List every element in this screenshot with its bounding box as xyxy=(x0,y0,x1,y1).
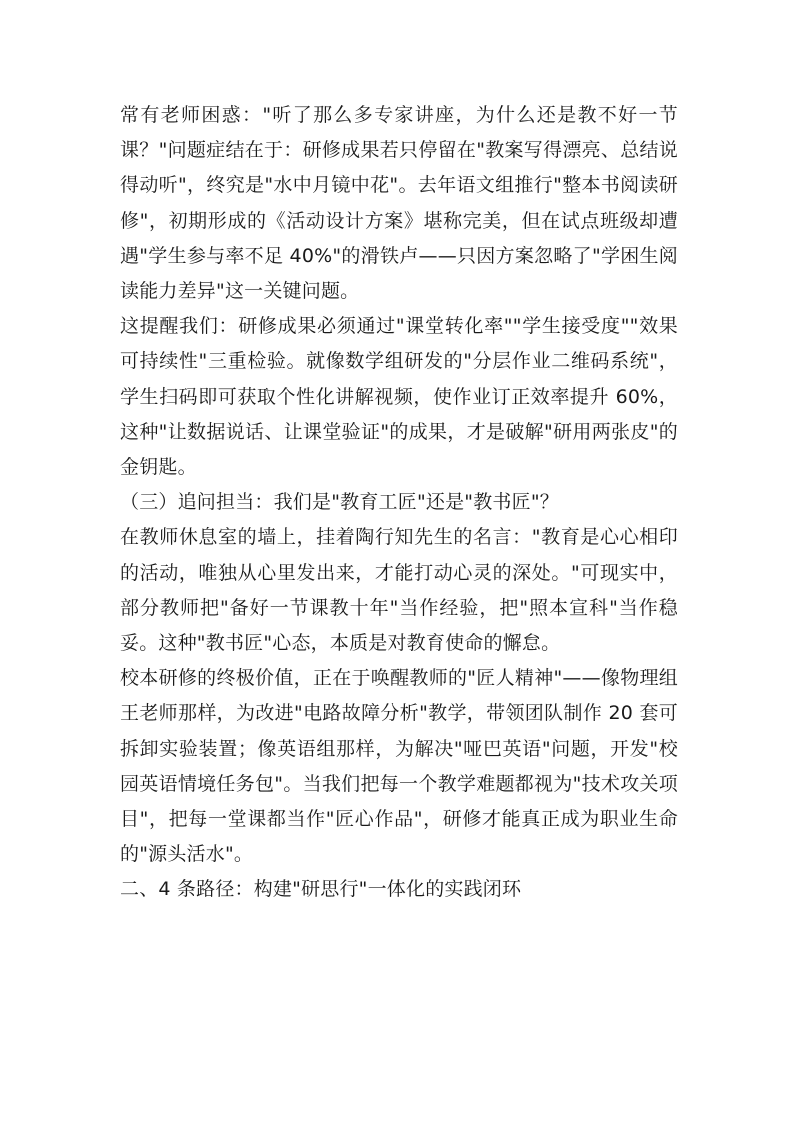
paragraph-tao-xingzhi-quote: 在教师休息室的墙上，挂着陶行知先生的名言："教育是心心相印的活动，唯独从心里发出来，才能打动心灵的深处。"可现实中，部分教师把"备好一节课教十年"当作经验，把"照本宣科"当作稳妥。这种"教书匠"心态，本质是对教育使命的懈怠。 xyxy=(120,526,678,655)
section-heading-3: （三）追问担当：我们是"教育工匠"还是"教书匠"？ xyxy=(120,491,559,514)
section-heading-part-2: 二、4 条路径：构建"研思行"一体化的实践闭环 xyxy=(120,878,522,901)
document-body xyxy=(120,98,678,908)
paragraph-problem-intro: 常有老师困惑："听了那么多专家讲座，为什么还是教不好一节课？"问题症结在于：研修成果若只停留在"教案写得漂亮、总结说得动听"，终究是"水中月镜中花"。去年语文组推行"整本书阅读研修"，初期形成的《活动设计方案》堪称完美，但在试点班级却遭遇"学生参与率不足 40%"的滑铁卢——只因方案忽略了"学困生阅读能力差异"这一关键问题。 xyxy=(120,104,678,303)
paragraph-craftsman-spirit: 校本研修的终极价值，正在于唤醒教师的"匠人精神"——像物理组王老师那样，为改进"电路故障分析"教学，带领团队制作 20 套可拆卸实验装置；像英语组那样，为解决"哑巴英语"问题，开发"校园英语情境任务包"。当我们把每一个教学难题都视为"技术攻关项目"，把每一堂课都当作"匠心作品"，研修才能真正成为职业生命的"源头活水"。 xyxy=(120,667,678,866)
paragraph-three-tests: 这提醒我们：研修成果必须通过"课堂转化率""学生接受度""效果可持续性"三重检验。就像数学组研发的"分层作业二维码系统"，学生扫码即可获取个性化讲解视频，使作业订正效率提升 60%，这种"让数据说话、让课堂验证"的成果，才是破解"研用两张皮"的金钥匙。 xyxy=(120,315,678,479)
